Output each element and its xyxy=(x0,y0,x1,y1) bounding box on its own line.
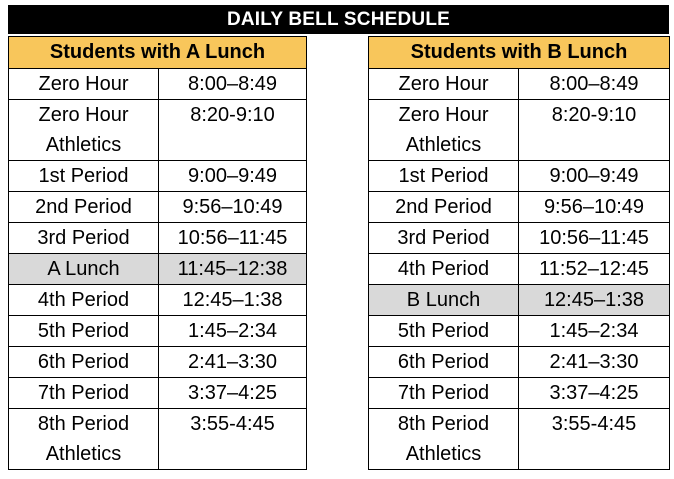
time-cell: 9:00–9:49 xyxy=(159,161,307,192)
period-cell: Zero Hour Athletics xyxy=(369,100,519,161)
time-cell: 3:37–4:25 xyxy=(519,378,670,409)
period-cell: 8th Period Athletics xyxy=(9,409,159,470)
time-cell: 2:41–3:30 xyxy=(519,347,670,378)
time-cell: 1:45–2:34 xyxy=(519,316,670,347)
period-cell: 3rd Period xyxy=(369,223,519,254)
time-cell: 3:55-4:45 xyxy=(519,409,670,470)
b-lunch-schedule-table xyxy=(368,36,670,470)
period-cell: 1st Period xyxy=(9,161,159,192)
time-cell: 10:56–11:45 xyxy=(519,223,670,254)
lunch-period-cell: A Lunch xyxy=(9,254,159,285)
time-cell: 3:37–4:25 xyxy=(159,378,307,409)
period-cell: 2nd Period xyxy=(9,192,159,223)
time-cell: 12:45–1:38 xyxy=(159,285,307,316)
period-cell: 6th Period xyxy=(9,347,159,378)
period-cell: 6th Period xyxy=(369,347,519,378)
period-cell: 5th Period xyxy=(369,316,519,347)
lunch-period-cell: B Lunch xyxy=(369,285,519,316)
time-cell: 9:00–9:49 xyxy=(519,161,670,192)
period-cell: 3rd Period xyxy=(9,223,159,254)
time-cell: 8:00–8:49 xyxy=(159,69,307,100)
period-cell: 5th Period xyxy=(9,316,159,347)
period-cell: 4th Period xyxy=(369,254,519,285)
period-cell: 1st Period xyxy=(369,161,519,192)
period-cell: 4th Period xyxy=(9,285,159,316)
time-cell: 2:41–3:30 xyxy=(159,347,307,378)
time-cell: 1:45–2:34 xyxy=(159,316,307,347)
a-lunch-header: Students with A Lunch xyxy=(9,37,307,69)
time-cell: 9:56–10:49 xyxy=(519,192,670,223)
period-cell: 7th Period xyxy=(369,378,519,409)
time-cell: 9:56–10:49 xyxy=(159,192,307,223)
period-cell: Zero Hour Athletics xyxy=(9,100,159,161)
period-cell: Zero Hour xyxy=(9,69,159,100)
page-title: DAILY BELL SCHEDULE xyxy=(8,5,669,34)
period-cell: 7th Period xyxy=(9,378,159,409)
time-cell: 8:00–8:49 xyxy=(519,69,670,100)
time-cell: 8:20-9:10 xyxy=(519,100,670,161)
period-cell: 8th Period Athletics xyxy=(369,409,519,470)
lunch-time-cell: 11:45–12:38 xyxy=(159,254,307,285)
a-lunch-schedule-table xyxy=(8,36,307,470)
period-cell: Zero Hour xyxy=(369,69,519,100)
b-lunch-header: Students with B Lunch xyxy=(369,37,670,69)
time-cell: 8:20-9:10 xyxy=(159,100,307,161)
period-cell: 2nd Period xyxy=(369,192,519,223)
lunch-time-cell: 12:45–1:38 xyxy=(519,285,670,316)
time-cell: 10:56–11:45 xyxy=(159,223,307,254)
time-cell: 11:52–12:45 xyxy=(519,254,670,285)
time-cell: 3:55-4:45 xyxy=(159,409,307,470)
